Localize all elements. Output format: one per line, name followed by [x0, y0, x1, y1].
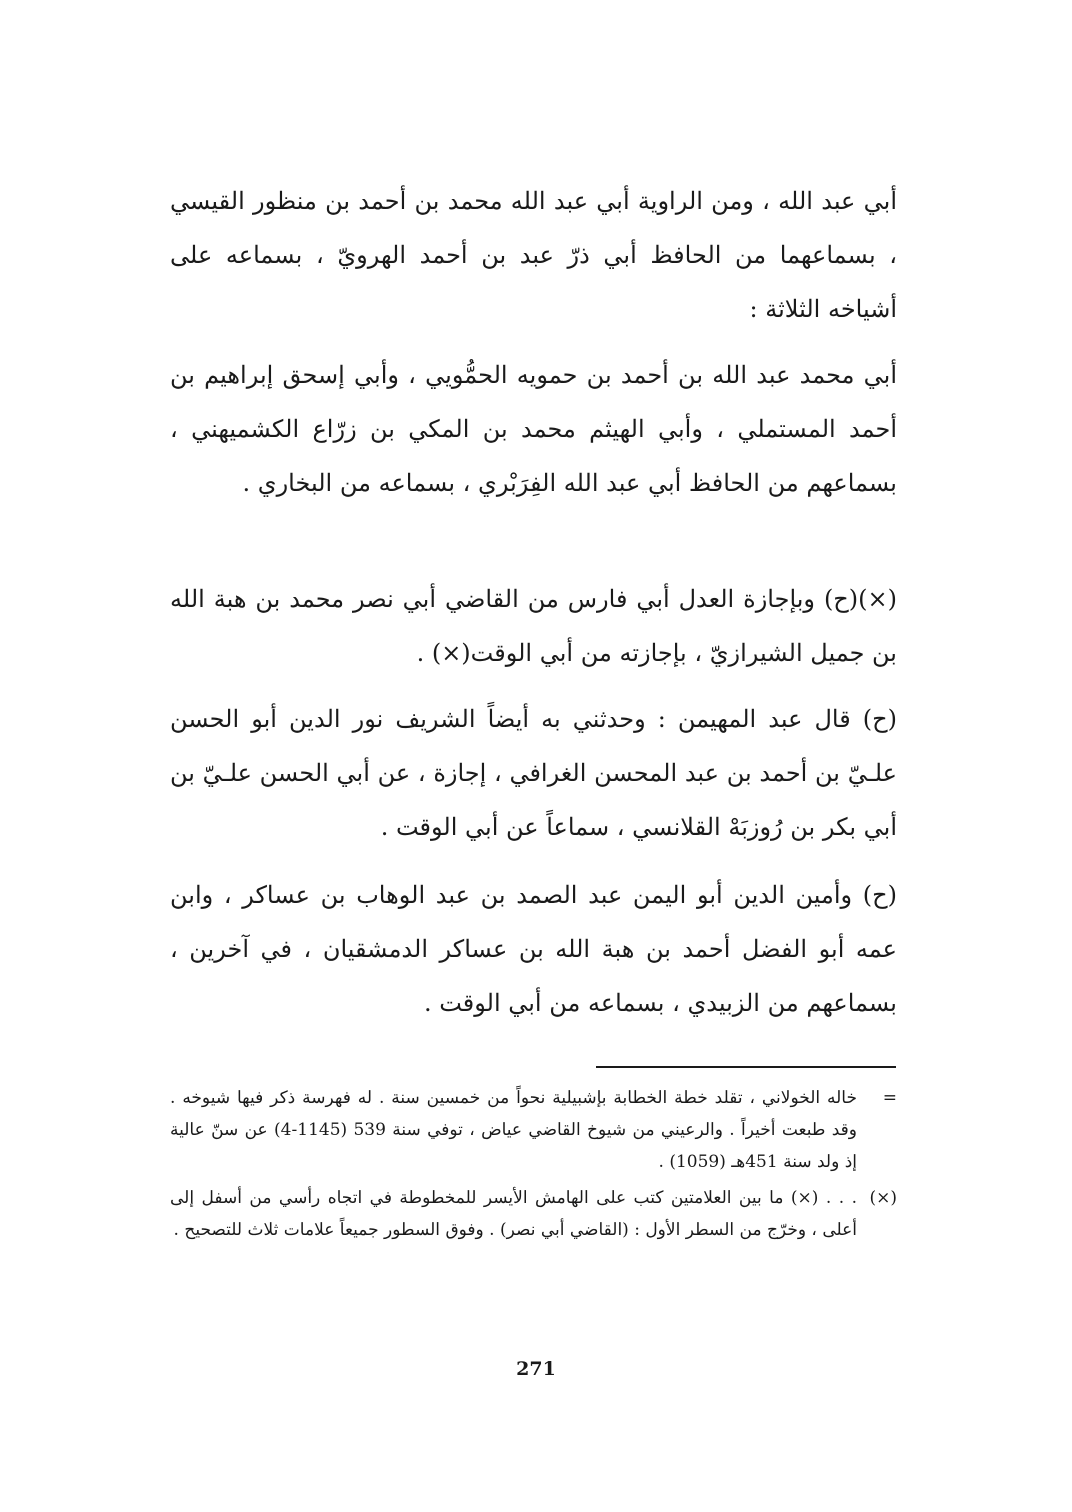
footnote-1-text: خاله الخولاني ، تقلد خطة الخطابة بإشبيلية نحواً من خمسين سنة . له فهرسة ذكر فيها شيوخه . وقد طبعت أخيراً . والرعيني من شيوخ القاضي عياض ، توفي سنة 539 (1145-4) عن سنّ عالية إذ ولد سنة 451هـ (1059) . [170, 1088, 857, 1172]
footnote-1-mark: = [882, 1088, 897, 1108]
paragraph-1: أبي عبد الله ، ومن الراوية أبي عبد الله محمد بن أحمد بن منظور القيسي ، بسماعهما من الحافظ أبي ذرّ عبد بن أحمد الهرويّ ، بسماعه على أشياخه الثلاثة : [170, 187, 897, 323]
footnote-2-mark: (×) [869, 1188, 897, 1208]
footnote-1 [170, 1082, 897, 1178]
paragraph-5: (ح) وأمين الدين أبو اليمن عبد الصمد بن عبد الوهاب بن عساكر ، وابن عمه أبو الفضل أحمد بن هبة الله بن عساكر الدمشقيان ، في آخرين ، بسماعهم من الزبيدي ، بسماعه من أبي الوقت . [170, 881, 897, 1017]
paragraph-4: (ح) قال عبد المهيمن : وحدثني به أيضاً الشريف نور الدين أبو الحسن علـيّ بن أحمد بن عبد المحسن الغرافي ، إجازة ، عن أبي الحسن علـيّ بن أبي بكر بن رُوزبَهْ القلانسي ، سماعاً عن أبي الوقت . [170, 705, 897, 841]
footnotes [170, 1082, 897, 1250]
footnote-separator [596, 1066, 896, 1068]
paragraph-3: (×)(ح) وبإجازة العدل أبي فارس من القاضي أبي نصر محمد بن هبة الله بن جميل الشيرازيّ ، بإجازته من أبي الوقت(×) . [170, 585, 897, 667]
footnote-2-text: . . . (×) ما بين العلامتين كتب على الهامش الأيسر للمخطوطة في اتجاه رأسي من أسفل إلى أعلى ، وخرّج من السطر الأول : (القاضي أبي نصر) . وفوق السطور جميعاً علامات ثلاث للتصحيح . [170, 1188, 857, 1240]
footnote-2 [170, 1182, 897, 1246]
page-number: 271 [516, 1358, 556, 1380]
paragraph-2: أبي محمد عبد الله بن أحمد بن حمويه الحمُّويي ، وأبي إسحق إبراهيم بن أحمد المستملي ، وأبي الهيثم محمد بن المكي بن زرّاع الكشميهني ، بسماعهم من الحافظ أبي عبد الله الفِرَبْري ، بسماعه من البخاري . [170, 361, 897, 497]
